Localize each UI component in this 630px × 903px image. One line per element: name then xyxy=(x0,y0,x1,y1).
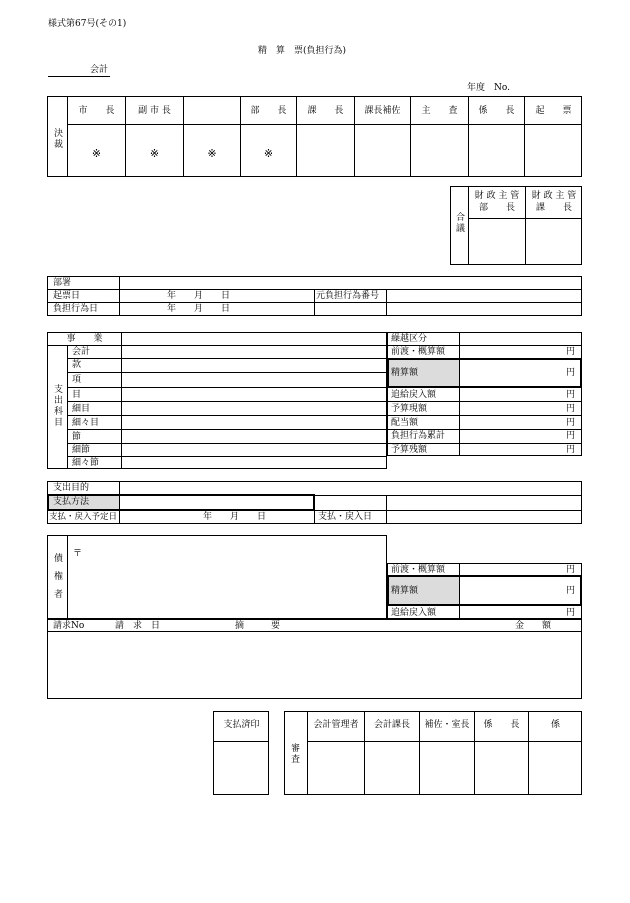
saiken-box xyxy=(47,535,387,619)
info-busho: 部署 xyxy=(53,278,72,288)
info-kihyobi-ymd: 年 月 日 xyxy=(167,291,231,301)
row-seisan: 精算額 xyxy=(391,368,419,378)
shiharai-yotei-ymd: 年 月 日 xyxy=(203,512,267,522)
yen-mark: 円 xyxy=(566,586,576,596)
kamoku-kaikei: 会計 xyxy=(72,347,91,357)
kessai-mark: ※ xyxy=(207,147,217,160)
kessai-header-kachohosa: 課長補佐 xyxy=(364,106,401,116)
form-number: 様式第67号(その1) xyxy=(48,19,127,29)
row-yosanzan: 予算残額 xyxy=(391,445,428,455)
info-moto-no: 元負担行為番号 xyxy=(316,291,380,301)
kessai-header-fukushicho: 副 市 長 xyxy=(138,106,171,116)
row-haito: 配当額 xyxy=(391,418,419,428)
kamoku-saisetsu: 細節 xyxy=(72,445,91,455)
postal-mark: 〒 xyxy=(73,549,83,559)
nendo-label: 年度 No. xyxy=(467,83,510,93)
kessai-mark: ※ xyxy=(91,147,102,160)
shiharai-houhou: 支払方法 xyxy=(53,497,90,507)
row-tsuikyu: 追給戻入額 xyxy=(391,390,437,400)
kaikei-underline xyxy=(48,76,110,77)
kessai-header-shusa: 主 査 xyxy=(421,106,458,116)
col-kakari: 係 xyxy=(550,720,560,730)
kamoku-kou: 項 xyxy=(72,375,82,385)
aigi-zaisei-kacho: 財 政 主 管 xyxy=(531,191,577,201)
kessai-mark: ※ xyxy=(263,147,274,160)
row-yosangen: 予算現額 xyxy=(391,404,428,414)
kingaku: 金 額 xyxy=(515,621,552,631)
page-title: 精 算 票(負担行為) xyxy=(258,46,347,56)
yen-mark: 円 xyxy=(566,565,576,575)
saiken-label: 債権者 xyxy=(52,553,62,607)
seikyu-no: 請求No xyxy=(53,621,85,631)
kamoku-kan: 款 xyxy=(72,360,82,370)
shinsa-label: 審査 xyxy=(289,743,299,765)
kamoku-setsu: 節 xyxy=(72,432,82,442)
yen-mark: 円 xyxy=(566,390,576,400)
sumi-label: 支払済印 xyxy=(223,720,260,730)
yen-mark: 円 xyxy=(566,431,576,441)
jigyo-label: 事 業 xyxy=(66,334,103,344)
yen-mark: 円 xyxy=(566,404,576,414)
col-kakaricho: 係 長 xyxy=(483,720,520,730)
aigi-zaisei-kacho-b: 課 長 xyxy=(535,203,572,213)
shishutsu-side-label: 支出科目 xyxy=(52,384,62,428)
kamoku-moku: 目 xyxy=(72,390,82,400)
seikyu-date: 請 求 日 xyxy=(115,621,161,631)
yen-mark: 円 xyxy=(566,368,576,378)
saiken-row-maewatashi: 前渡・概算額 xyxy=(391,565,446,575)
yen-mark: 円 xyxy=(566,347,576,357)
info-futan-date: 負担行為日 xyxy=(53,304,99,314)
shiharai-yotei: 支払・戻入予定日 xyxy=(49,512,118,522)
kaikei-label: 会計 xyxy=(90,65,109,75)
row-futan-ruikei: 負担行為累計 xyxy=(391,431,446,441)
kamoku-saimoku: 細目 xyxy=(72,404,91,414)
kessai-header-kacho: 課 長 xyxy=(307,106,344,116)
aigi-zaisei-bucho: 財 政 主 管 xyxy=(474,191,520,201)
kessai-label: 決裁 xyxy=(52,128,62,150)
col-hosa-shitsucho: 補佐・室長 xyxy=(424,720,470,730)
kurikoshi-label: 繰越区分 xyxy=(391,334,428,344)
kessai-header-kihyo: 起 票 xyxy=(535,106,572,116)
kessai-header-shicho: 市 長 xyxy=(78,106,115,116)
yen-mark: 円 xyxy=(566,418,576,428)
shiharai-jitsu: 支払・戻入日 xyxy=(318,512,373,522)
saiken-row-tsuikyu: 追給戻入額 xyxy=(391,608,437,618)
kessai-header-kakaricho: 係 長 xyxy=(478,106,515,116)
tekiyo: 摘 要 xyxy=(235,621,281,631)
kamoku-saisaisetsu: 細々節 xyxy=(72,458,100,468)
info-kihyobi: 起票日 xyxy=(53,291,81,301)
saiken-row-seisan: 精算額 xyxy=(391,586,419,596)
row-maewatashi: 前渡・概算額 xyxy=(391,347,446,357)
kessai-mark: ※ xyxy=(149,147,160,160)
kamoku-saisaimoku: 細々目 xyxy=(72,418,100,428)
aigi-label: 合議 xyxy=(454,212,464,234)
col-kaikei-kanrisha: 会計管理者 xyxy=(313,720,359,730)
aigi-zaisei-bucho-b: 部 長 xyxy=(478,203,515,213)
col-kaikei-kacho: 会計課長 xyxy=(373,720,410,730)
kessai-header-bucho: 部 長 xyxy=(250,106,287,116)
shiharai-mokuteki: 支出目的 xyxy=(53,483,90,493)
yen-mark: 円 xyxy=(566,445,576,455)
info-futan-ymd: 年 月 日 xyxy=(167,304,231,314)
yen-mark: 円 xyxy=(566,608,576,618)
